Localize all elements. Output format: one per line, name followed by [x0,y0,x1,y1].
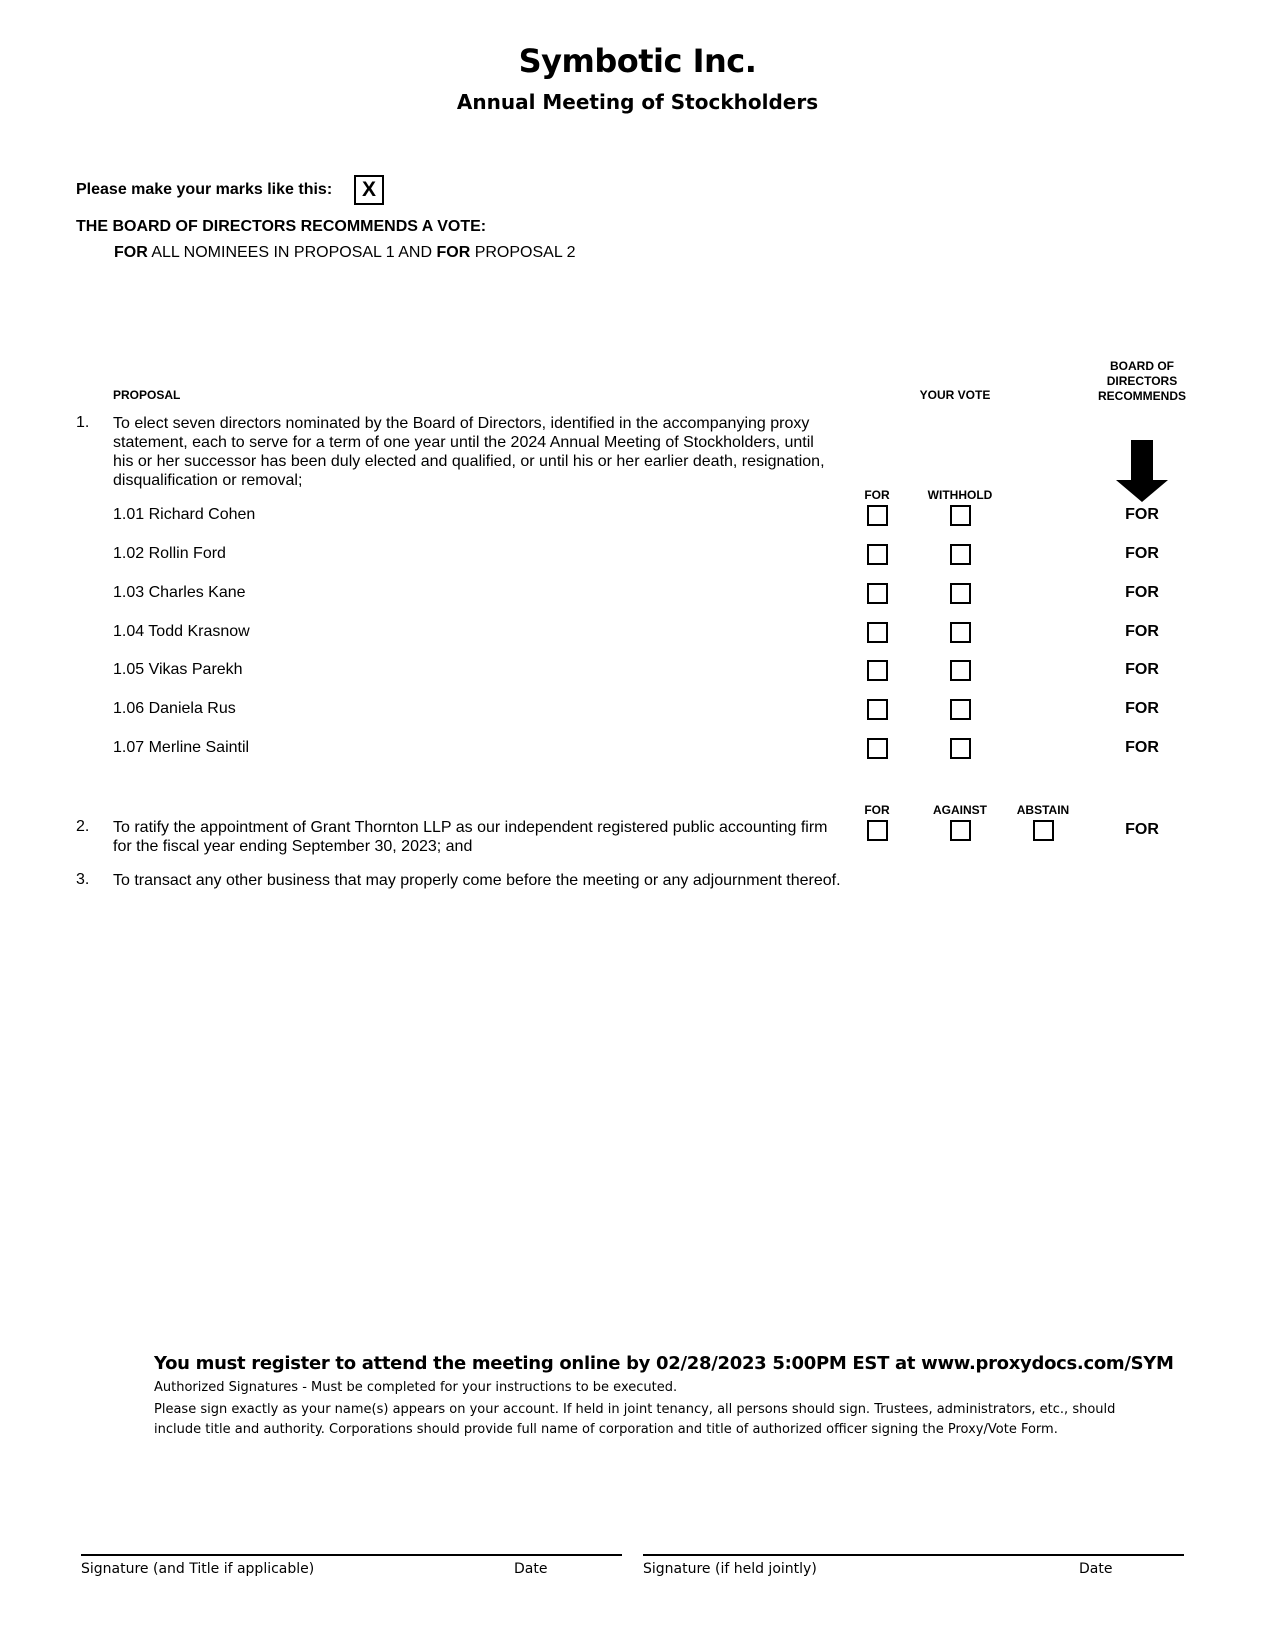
board-header-line3: RECOMMENDS [1097,389,1186,403]
authorized-signatures-note: Authorized Signatures - Must be completed for your instructions to be executed. [154,1380,678,1395]
board-recommendation-heading: THE BOARD OF DIRECTORS RECOMMENDS A VOTE: [76,218,487,235]
nominee-label: 1.05 Vikas Parekh [113,661,243,678]
board-recommendation-summary [114,244,575,262]
board-header-line2: DIRECTORS [1106,374,1178,388]
nominee-6-recommendation: FOR [1125,700,1159,717]
proposal-3-number: 3. [76,871,90,888]
rec-for-1: FOR [114,244,148,261]
signature-line-1[interactable] [81,1554,622,1556]
board-recommends-column-header [1082,359,1202,404]
nominee-label: 1.07 Merline Saintil [113,739,250,756]
nominee-3-withhold-checkbox[interactable] [950,583,971,604]
your-vote-column-header: YOUR VOTE [919,388,991,402]
nominee-7-recommendation: FOR [1125,739,1159,756]
nominee-3-for-checkbox[interactable] [867,583,888,604]
registration-notice: You must register to attend the meeting online by 02/28/2023 5:00PM EST at www.proxydocs.com/SYM [154,1353,1174,1374]
nominee-1-withhold-checkbox[interactable] [950,505,971,526]
rec-text-1: ALL NOMINEES IN PROPOSAL 1 AND [147,244,437,261]
p1-for-header: FOR [864,488,890,502]
meeting-subtitle: Annual Meeting of Stockholders [456,90,819,114]
p2-against-header: AGAINST [933,803,987,817]
proposal-2-against-checkbox[interactable] [950,820,971,841]
nominee-label: 1.01 Richard Cohen [113,506,256,523]
nominee-7-withhold-checkbox[interactable] [950,738,971,759]
nominee-3-recommendation: FOR [1125,584,1159,601]
p1-withhold-header: WITHHOLD [927,488,993,502]
proposal-1-number: 1. [76,414,90,431]
signature-2-label: Signature (if held jointly) [643,1561,817,1577]
nominee-1-for-checkbox[interactable] [867,505,888,526]
marking-instruction: Please make your marks like this: [76,181,333,198]
proposal-2-for-checkbox[interactable] [867,820,888,841]
date-2-label: Date [1079,1561,1113,1577]
proposal-3-text: To transact any other business that may properly come before the meeting or any adjournment thereof. [113,872,841,889]
nominee-6-withhold-checkbox[interactable] [950,699,971,720]
nominee-1-recommendation: FOR [1125,506,1159,523]
rec-text-2: PROPOSAL 2 [470,244,576,261]
nominee-4-withhold-checkbox[interactable] [950,622,971,643]
proposal-2-recommendation: FOR [1125,821,1159,838]
nominee-label: 1.03 Charles Kane [113,584,246,601]
p2-for-header: FOR [864,803,890,817]
company-title: Symbotic Inc. [518,42,757,80]
proposal-2-abstain-checkbox[interactable] [1033,820,1054,841]
nominee-6-for-checkbox[interactable] [867,699,888,720]
nominee-4-for-checkbox[interactable] [867,622,888,643]
nominee-5-recommendation: FOR [1125,661,1159,678]
nominee-5-for-checkbox[interactable] [867,660,888,681]
proposal-1-text: To elect seven directors nominated by the Board of Directors, identified in the accompanying proxy statement, each to serve for a term of one year until the 2024 Annual Meeting of Stockholders, until his or her successor has been duly elected and qualified, or until his or her earlier death, resignation, disqualification or removal; [113,415,825,489]
nominee-2-for-checkbox[interactable] [867,544,888,565]
signature-line-2[interactable] [643,1554,1184,1556]
rec-for-2: FOR [436,244,471,261]
nominee-2-recommendation: FOR [1125,545,1159,562]
nominee-7-for-checkbox[interactable] [867,738,888,759]
nominee-label: 1.02 Rollin Ford [113,545,226,562]
signature-1-label: Signature (and Title if applicable) [81,1561,315,1577]
nominee-4-recommendation: FOR [1125,623,1159,640]
signing-instructions: Please sign exactly as your name(s) appears on your account. If held in joint tenancy, all persons should sign. Trustees, administrators, etc., should include title and authority. Corporations should provide full name of corporation and title of authorized officer signing the Proxy/Vote Form. [154,1402,1116,1437]
down-arrow-icon [1114,440,1170,502]
nominee-label: 1.06 Daniela Rus [113,700,236,717]
nominee-2-withhold-checkbox[interactable] [950,544,971,565]
proposal-2-text: To ratify the appointment of Grant Thornton LLP as our independent registered public accounting firm for the fiscal year ending September 30, 2023; and [113,819,828,855]
date-1-label: Date [514,1561,548,1577]
example-mark-box: X [354,175,384,205]
board-header-line1: BOARD OF [1110,359,1174,373]
p2-abstain-header: ABSTAIN [1016,803,1070,817]
proposal-2-number: 2. [76,818,90,835]
nominee-5-withhold-checkbox[interactable] [950,660,971,681]
nominee-label: 1.04 Todd Krasnow [113,623,250,640]
proposal-column-header: PROPOSAL [113,388,181,402]
